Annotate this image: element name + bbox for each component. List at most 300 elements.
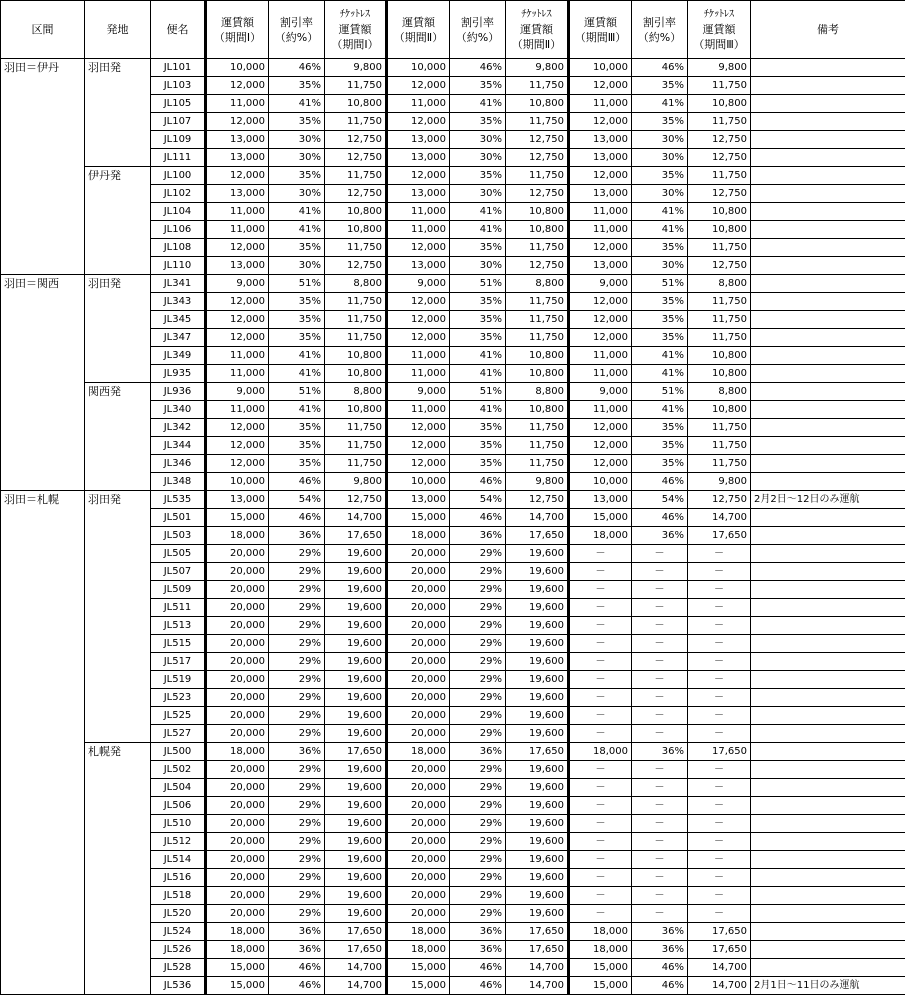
- discount-period3-cell: 41%: [632, 203, 688, 221]
- ticketless-period3-cell: 10,800: [688, 95, 751, 113]
- remarks-cell: [751, 131, 905, 149]
- flight-cell: JL100: [151, 167, 206, 185]
- fare-period3-cell: 11,000: [569, 365, 632, 383]
- discount-period3-cell: 41%: [632, 347, 688, 365]
- fare-period1-cell: 20,000: [206, 563, 269, 581]
- flight-cell: JL501: [151, 509, 206, 527]
- ticketless-period1-cell: 8,800: [325, 383, 387, 401]
- discount-period1-cell: 29%: [269, 671, 325, 689]
- discount-period1-cell: 46%: [269, 473, 325, 491]
- fare-period1-cell: 12,000: [206, 113, 269, 131]
- discount-period3-cell: 35%: [632, 419, 688, 437]
- discount-period1-cell: 35%: [269, 329, 325, 347]
- remarks-cell: [751, 275, 905, 293]
- discount-period2-cell: 30%: [450, 131, 506, 149]
- discount-period2-cell: 41%: [450, 221, 506, 239]
- fare-period3-cell: 12,000: [569, 167, 632, 185]
- discount-period1-cell: 41%: [269, 347, 325, 365]
- fare-period1-cell: 20,000: [206, 779, 269, 797]
- ticketless-period3-cell: 11,750: [688, 329, 751, 347]
- fare-period1-cell: 20,000: [206, 725, 269, 743]
- ticketless-period3-cell: －: [688, 671, 751, 689]
- fare-period1-cell: 10,000: [206, 473, 269, 491]
- flight-cell: JL518: [151, 887, 206, 905]
- discount-period3-cell: 35%: [632, 455, 688, 473]
- flight-cell: JL515: [151, 635, 206, 653]
- ticketless-period3-cell: 17,650: [688, 923, 751, 941]
- fare-period1-cell: 12,000: [206, 455, 269, 473]
- discount-period1-cell: 29%: [269, 635, 325, 653]
- remarks-cell: [751, 95, 905, 113]
- fare-period2-cell: 13,000: [387, 185, 450, 203]
- flight-cell: JL502: [151, 761, 206, 779]
- discount-period2-cell: 46%: [450, 473, 506, 491]
- fare-period2-cell: 12,000: [387, 311, 450, 329]
- fare-period1-cell: 11,000: [206, 221, 269, 239]
- flight-cell: JL516: [151, 869, 206, 887]
- ticketless-period2-cell: 19,600: [506, 545, 569, 563]
- ticketless-period3-cell: 10,800: [688, 347, 751, 365]
- remarks-cell: [751, 545, 905, 563]
- discount-period3-cell: －: [632, 653, 688, 671]
- flight-cell: JL103: [151, 77, 206, 95]
- fare-period1-cell: 12,000: [206, 311, 269, 329]
- fare-period2-cell: 20,000: [387, 761, 450, 779]
- fare-period3-cell: 15,000: [569, 977, 632, 995]
- remarks-cell: [751, 707, 905, 725]
- fare-period3-cell: 9,000: [569, 383, 632, 401]
- ticketless-period1-cell: 19,600: [325, 851, 387, 869]
- remarks-cell: [751, 815, 905, 833]
- header-discount-period1-line2: （約%）: [274, 30, 319, 44]
- fare-period1-cell: 9,000: [206, 383, 269, 401]
- origin-cell: 関西発: [85, 383, 151, 491]
- discount-period1-cell: 29%: [269, 581, 325, 599]
- discount-period2-cell: 35%: [450, 167, 506, 185]
- discount-period3-cell: 35%: [632, 329, 688, 347]
- ticketless-period1-cell: 19,600: [325, 617, 387, 635]
- discount-period2-cell: 29%: [450, 689, 506, 707]
- table-row: [1, 491, 905, 509]
- ticketless-period2-cell: 11,750: [506, 419, 569, 437]
- origin-cell: 羽田発: [85, 491, 151, 743]
- ticketless-period2-cell: 19,600: [506, 815, 569, 833]
- discount-period1-cell: 35%: [269, 239, 325, 257]
- fare-period1-cell: 11,000: [206, 203, 269, 221]
- fare-period2-cell: 15,000: [387, 959, 450, 977]
- remarks-cell: [751, 563, 905, 581]
- discount-period1-cell: 29%: [269, 725, 325, 743]
- fare-period3-cell: 13,000: [569, 257, 632, 275]
- ticketless-period2-cell: 12,750: [506, 185, 569, 203]
- flight-cell: JL349: [151, 347, 206, 365]
- flight-cell: JL527: [151, 725, 206, 743]
- ticketless-period2-cell: 14,700: [506, 959, 569, 977]
- fare-period1-cell: 20,000: [206, 833, 269, 851]
- remarks-cell: [751, 527, 905, 545]
- remarks-cell: [751, 653, 905, 671]
- fare-period1-cell: 18,000: [206, 923, 269, 941]
- ticketless-period1-cell: 11,750: [325, 167, 387, 185]
- discount-period1-cell: 29%: [269, 797, 325, 815]
- ticketless-period3-cell: 11,750: [688, 311, 751, 329]
- discount-period3-cell: －: [632, 545, 688, 563]
- ticketless-period3-cell: －: [688, 581, 751, 599]
- ticketless-period1-cell: 17,650: [325, 923, 387, 941]
- fare-period2-cell: 20,000: [387, 635, 450, 653]
- discount-period2-cell: 29%: [450, 851, 506, 869]
- fare-period1-cell: 15,000: [206, 509, 269, 527]
- flight-cell: JL517: [151, 653, 206, 671]
- ticketless-period1-cell: 9,800: [325, 59, 387, 77]
- fare-period1-cell: 12,000: [206, 77, 269, 95]
- fare-period1-cell: 18,000: [206, 941, 269, 959]
- fare-period2-cell: 9,000: [387, 275, 450, 293]
- ticketless-period2-cell: 8,800: [506, 275, 569, 293]
- ticketless-period1-cell: 19,600: [325, 599, 387, 617]
- fare-period1-cell: 20,000: [206, 869, 269, 887]
- ticketless-period1-cell: 17,650: [325, 743, 387, 761]
- discount-period1-cell: 35%: [269, 437, 325, 455]
- ticketless-period2-cell: 10,800: [506, 347, 569, 365]
- discount-period2-cell: 46%: [450, 977, 506, 995]
- fare-period3-cell: －: [569, 635, 632, 653]
- fare-period1-cell: 12,000: [206, 419, 269, 437]
- ticketless-period2-cell: 17,650: [506, 923, 569, 941]
- ticketless-period1-cell: 19,600: [325, 635, 387, 653]
- discount-period3-cell: 30%: [632, 131, 688, 149]
- ticketless-period1-cell: 12,750: [325, 185, 387, 203]
- fare-period3-cell: －: [569, 563, 632, 581]
- fare-period2-cell: 20,000: [387, 887, 450, 905]
- fare-period1-cell: 11,000: [206, 365, 269, 383]
- fare-period1-cell: 13,000: [206, 257, 269, 275]
- fare-period1-cell: 20,000: [206, 653, 269, 671]
- fare-period3-cell: －: [569, 725, 632, 743]
- fare-period1-cell: 20,000: [206, 689, 269, 707]
- fare-period3-cell: 12,000: [569, 311, 632, 329]
- ticketless-period2-cell: 12,750: [506, 491, 569, 509]
- discount-period2-cell: 30%: [450, 149, 506, 167]
- remarks-cell: [751, 923, 905, 941]
- fare-period3-cell: －: [569, 851, 632, 869]
- header-fare-period3: [569, 1, 632, 59]
- discount-period1-cell: 29%: [269, 851, 325, 869]
- fare-period1-cell: 20,000: [206, 761, 269, 779]
- discount-period3-cell: 51%: [632, 383, 688, 401]
- discount-period1-cell: 29%: [269, 833, 325, 851]
- ticketless-period3-cell: －: [688, 707, 751, 725]
- ticketless-period3-cell: 17,650: [688, 941, 751, 959]
- flight-cell: JL504: [151, 779, 206, 797]
- fare-period2-cell: 20,000: [387, 725, 450, 743]
- header-discount-period3-line1: 割引率: [643, 15, 676, 29]
- ticketless-period2-cell: 19,600: [506, 779, 569, 797]
- ticketless-period3-cell: －: [688, 869, 751, 887]
- remarks-cell: [751, 473, 905, 491]
- discount-period3-cell: －: [632, 671, 688, 689]
- ticketless-period3-cell: 11,750: [688, 437, 751, 455]
- ticketless-period1-cell: 11,750: [325, 455, 387, 473]
- discount-period1-cell: 36%: [269, 923, 325, 941]
- discount-period2-cell: 29%: [450, 581, 506, 599]
- discount-period1-cell: 35%: [269, 167, 325, 185]
- ticketless-period2-cell: 19,600: [506, 599, 569, 617]
- ticketless-period1-cell: 19,600: [325, 707, 387, 725]
- origin-cell: 羽田発: [85, 59, 151, 167]
- ticketless-period1-cell: 11,750: [325, 329, 387, 347]
- ticketless-period3-cell: －: [688, 653, 751, 671]
- fare-period1-cell: 13,000: [206, 131, 269, 149]
- fare-period2-cell: 15,000: [387, 509, 450, 527]
- flight-cell: JL110: [151, 257, 206, 275]
- ticketless-period3-cell: －: [688, 815, 751, 833]
- fare-period2-cell: 18,000: [387, 527, 450, 545]
- ticketless-period3-cell: 12,750: [688, 149, 751, 167]
- ticketless-period2-cell: 12,750: [506, 131, 569, 149]
- ticketless-period2-cell: 11,750: [506, 455, 569, 473]
- discount-period2-cell: 35%: [450, 329, 506, 347]
- discount-period3-cell: 46%: [632, 509, 688, 527]
- header-row: [1, 1, 905, 59]
- origin-cell: 札幌発: [85, 743, 151, 995]
- fare-period2-cell: 12,000: [387, 329, 450, 347]
- remarks-cell: [751, 725, 905, 743]
- discount-period1-cell: 29%: [269, 599, 325, 617]
- discount-period1-cell: 35%: [269, 419, 325, 437]
- header-fare-period1-line2: （期間Ⅰ）: [213, 30, 262, 44]
- ticketless-period1-cell: 10,800: [325, 221, 387, 239]
- ticketless-period1-cell: 19,600: [325, 545, 387, 563]
- flight-cell: JL528: [151, 959, 206, 977]
- remarks-cell: [751, 671, 905, 689]
- fare-period2-cell: 11,000: [387, 203, 450, 221]
- discount-period3-cell: 41%: [632, 95, 688, 113]
- ticketless-period3-cell: 10,800: [688, 221, 751, 239]
- remarks-cell: [751, 383, 905, 401]
- flight-cell: JL104: [151, 203, 206, 221]
- fare-period1-cell: 12,000: [206, 437, 269, 455]
- fare-period2-cell: 11,000: [387, 95, 450, 113]
- ticketless-period2-cell: 8,800: [506, 383, 569, 401]
- discount-period2-cell: 29%: [450, 905, 506, 923]
- ticketless-period2-cell: 10,800: [506, 203, 569, 221]
- ticketless-period3-cell: －: [688, 851, 751, 869]
- ticketless-period2-cell: 19,600: [506, 905, 569, 923]
- flight-cell: JL514: [151, 851, 206, 869]
- fare-period3-cell: 10,000: [569, 59, 632, 77]
- fare-period2-cell: 20,000: [387, 851, 450, 869]
- fare-period3-cell: －: [569, 887, 632, 905]
- discount-period1-cell: 29%: [269, 887, 325, 905]
- fare-period2-cell: 20,000: [387, 581, 450, 599]
- flight-cell: JL505: [151, 545, 206, 563]
- fare-period2-cell: 20,000: [387, 689, 450, 707]
- ticketless-period3-cell: 9,800: [688, 59, 751, 77]
- ticketless-period1-cell: 8,800: [325, 275, 387, 293]
- discount-period2-cell: 29%: [450, 887, 506, 905]
- header-ticketless-period1-line3: （期間Ⅰ）: [331, 38, 379, 51]
- ticketless-period2-cell: 11,750: [506, 77, 569, 95]
- flight-cell: JL102: [151, 185, 206, 203]
- header-discount-period2: [450, 1, 506, 59]
- discount-period1-cell: 29%: [269, 869, 325, 887]
- ticketless-period2-cell: 17,650: [506, 743, 569, 761]
- ticketless-period3-cell: 11,750: [688, 419, 751, 437]
- discount-period2-cell: 36%: [450, 527, 506, 545]
- discount-period2-cell: 35%: [450, 113, 506, 131]
- ticketless-period3-cell: 17,650: [688, 527, 751, 545]
- origin-cell: 羽田発: [85, 275, 151, 383]
- flight-cell: JL348: [151, 473, 206, 491]
- remarks-cell: [751, 779, 905, 797]
- fare-period1-cell: 20,000: [206, 707, 269, 725]
- fare-period3-cell: 12,000: [569, 329, 632, 347]
- fare-period3-cell: －: [569, 869, 632, 887]
- discount-period1-cell: 35%: [269, 113, 325, 131]
- ticketless-period1-cell: 19,600: [325, 797, 387, 815]
- discount-period3-cell: 35%: [632, 113, 688, 131]
- fare-period2-cell: 20,000: [387, 617, 450, 635]
- ticketless-period1-cell: 11,750: [325, 419, 387, 437]
- discount-period2-cell: 36%: [450, 923, 506, 941]
- ticketless-period1-cell: 11,750: [325, 77, 387, 95]
- discount-period1-cell: 35%: [269, 455, 325, 473]
- discount-period3-cell: －: [632, 761, 688, 779]
- ticketless-period3-cell: 11,750: [688, 167, 751, 185]
- ticketless-period1-cell: 14,700: [325, 977, 387, 995]
- discount-period3-cell: 30%: [632, 149, 688, 167]
- ticketless-period1-cell: 19,600: [325, 725, 387, 743]
- fare-period2-cell: 13,000: [387, 257, 450, 275]
- ticketless-period3-cell: 12,750: [688, 491, 751, 509]
- fare-period1-cell: 10,000: [206, 59, 269, 77]
- fare-table-body: [1, 59, 905, 995]
- remarks-cell: [751, 455, 905, 473]
- discount-period2-cell: 29%: [450, 599, 506, 617]
- ticketless-period2-cell: 11,750: [506, 311, 569, 329]
- ticketless-period3-cell: －: [688, 689, 751, 707]
- remarks-cell: [751, 401, 905, 419]
- discount-period1-cell: 46%: [269, 959, 325, 977]
- remarks-cell: [751, 689, 905, 707]
- discount-period3-cell: －: [632, 887, 688, 905]
- ticketless-period2-cell: 19,600: [506, 689, 569, 707]
- ticketless-period1-cell: 14,700: [325, 959, 387, 977]
- header-ticketless-period1: [325, 1, 387, 59]
- fare-period3-cell: 12,000: [569, 239, 632, 257]
- fare-period3-cell: 18,000: [569, 941, 632, 959]
- flight-cell: JL536: [151, 977, 206, 995]
- ticketless-period3-cell: 17,650: [688, 743, 751, 761]
- remarks-cell: [751, 293, 905, 311]
- table-row: [1, 59, 905, 77]
- ticketless-period3-cell: 8,800: [688, 275, 751, 293]
- ticketless-period1-cell: 11,750: [325, 239, 387, 257]
- header-ticketless-period1-line1: ﾁｹｯﾄﾚｽ: [340, 9, 370, 20]
- discount-period2-cell: 29%: [450, 815, 506, 833]
- fare-period3-cell: －: [569, 599, 632, 617]
- fare-period2-cell: 12,000: [387, 239, 450, 257]
- ticketless-period1-cell: 19,600: [325, 869, 387, 887]
- ticketless-period3-cell: －: [688, 779, 751, 797]
- discount-period2-cell: 46%: [450, 509, 506, 527]
- flight-cell: JL345: [151, 311, 206, 329]
- ticketless-period3-cell: 12,750: [688, 257, 751, 275]
- ticketless-period2-cell: 10,800: [506, 95, 569, 113]
- fare-period3-cell: 15,000: [569, 509, 632, 527]
- ticketless-period1-cell: 10,800: [325, 365, 387, 383]
- discount-period2-cell: 29%: [450, 563, 506, 581]
- discount-period1-cell: 36%: [269, 743, 325, 761]
- header-ticketless-period1-line2: 運賃額: [338, 23, 372, 36]
- fare-period3-cell: －: [569, 833, 632, 851]
- fare-period3-cell: 9,000: [569, 275, 632, 293]
- fare-period3-cell: －: [569, 905, 632, 923]
- flight-cell: JL520: [151, 905, 206, 923]
- fare-period2-cell: 11,000: [387, 221, 450, 239]
- fare-period3-cell: 11,000: [569, 203, 632, 221]
- ticketless-period3-cell: －: [688, 599, 751, 617]
- flight-cell: JL340: [151, 401, 206, 419]
- flight-cell: JL109: [151, 131, 206, 149]
- ticketless-period3-cell: －: [688, 545, 751, 563]
- fare-period2-cell: 20,000: [387, 707, 450, 725]
- header-origin: 発地: [85, 1, 151, 59]
- ticketless-period2-cell: 10,800: [506, 401, 569, 419]
- flight-cell: JL510: [151, 815, 206, 833]
- discount-period3-cell: 36%: [632, 923, 688, 941]
- fare-period3-cell: 18,000: [569, 527, 632, 545]
- fare-period2-cell: 9,000: [387, 383, 450, 401]
- discount-period3-cell: 46%: [632, 959, 688, 977]
- ticketless-period2-cell: 17,650: [506, 941, 569, 959]
- fare-period3-cell: －: [569, 797, 632, 815]
- ticketless-period3-cell: －: [688, 761, 751, 779]
- discount-period2-cell: 51%: [450, 383, 506, 401]
- flight-cell: JL108: [151, 239, 206, 257]
- ticketless-period3-cell: －: [688, 833, 751, 851]
- discount-period3-cell: －: [632, 689, 688, 707]
- discount-period1-cell: 41%: [269, 221, 325, 239]
- ticketless-period3-cell: －: [688, 617, 751, 635]
- ticketless-period1-cell: 12,750: [325, 491, 387, 509]
- discount-period3-cell: －: [632, 599, 688, 617]
- fare-period1-cell: 15,000: [206, 959, 269, 977]
- flight-cell: JL936: [151, 383, 206, 401]
- ticketless-period1-cell: 19,600: [325, 779, 387, 797]
- ticketless-period1-cell: 19,600: [325, 653, 387, 671]
- fare-period1-cell: 20,000: [206, 797, 269, 815]
- ticketless-period2-cell: 19,600: [506, 851, 569, 869]
- fare-period3-cell: －: [569, 617, 632, 635]
- ticketless-period1-cell: 9,800: [325, 473, 387, 491]
- discount-period1-cell: 51%: [269, 275, 325, 293]
- remarks-cell: [751, 113, 905, 131]
- header-discount-period2-line1: 割引率: [461, 15, 494, 29]
- header-ticketless-period3-line1: ﾁｹｯﾄﾚｽ: [704, 9, 734, 20]
- ticketless-period1-cell: 19,600: [325, 887, 387, 905]
- ticketless-period3-cell: 10,800: [688, 203, 751, 221]
- discount-period3-cell: 46%: [632, 59, 688, 77]
- header-flight: 便名: [151, 1, 206, 59]
- ticketless-period1-cell: 14,700: [325, 509, 387, 527]
- route-cell: 羽田＝札幌: [1, 491, 85, 995]
- discount-period2-cell: 29%: [450, 653, 506, 671]
- ticketless-period3-cell: 14,700: [688, 959, 751, 977]
- header-ticketless-period3-line2: 運賃額: [702, 23, 736, 36]
- discount-period2-cell: 29%: [450, 761, 506, 779]
